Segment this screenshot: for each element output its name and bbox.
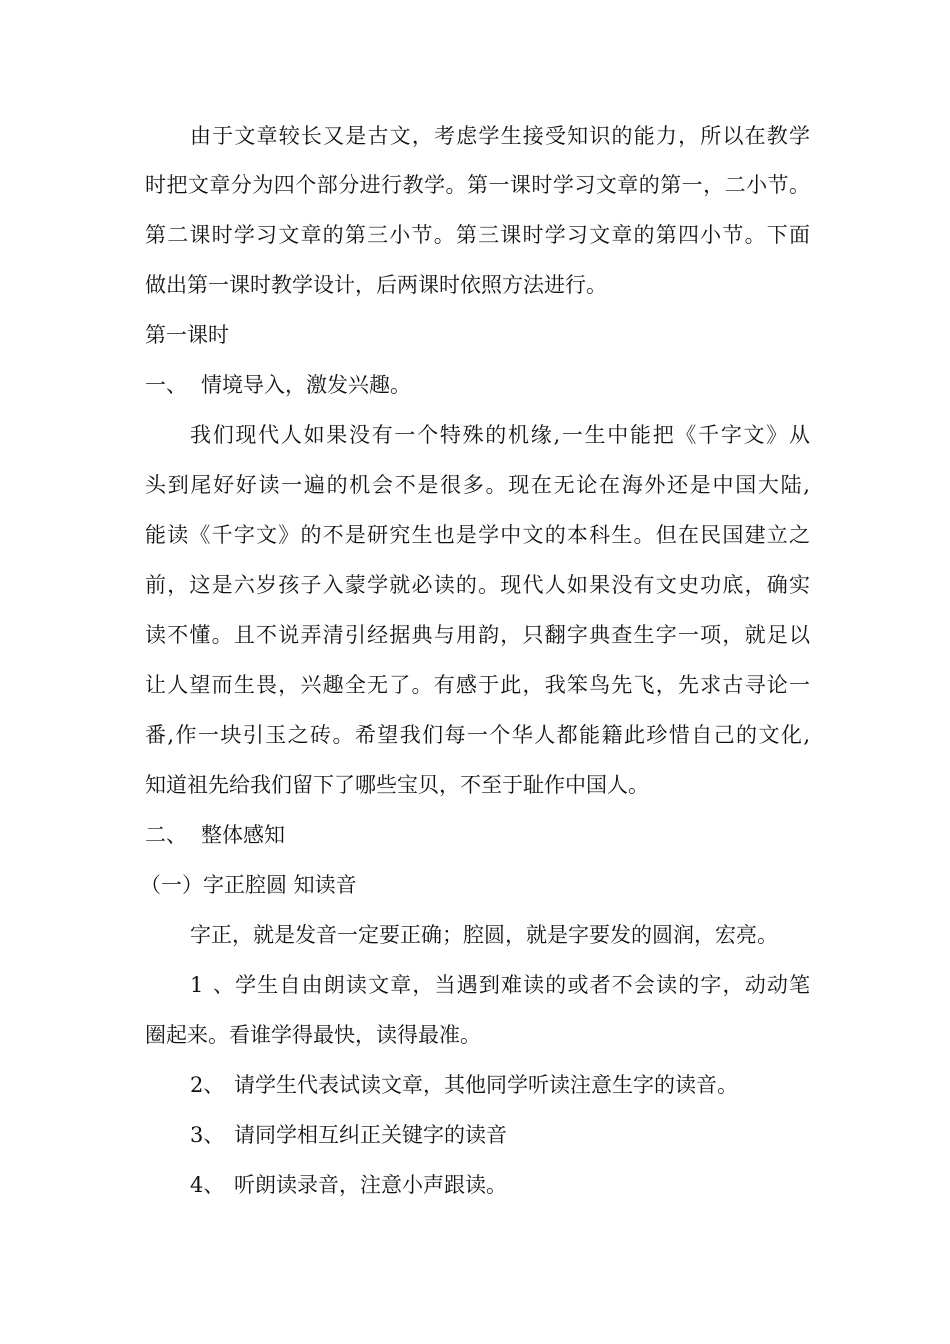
section2-definition: 字正，就是发音一定要正确；腔圆，就是字要发的圆润，宏亮。 (190, 923, 778, 947)
list-item-3-number: 3、 (190, 1123, 225, 1147)
section1-line-5: 读不懂。且不说弄清引经据典与用韵，只翻字典查生字一项，就足以 (145, 623, 810, 647)
section2-number: 二、 (145, 823, 187, 847)
intro-line-1: 由于文章较长又是古文，考虑学生接受知识的能力，所以在教学 (190, 124, 810, 148)
intro-line-4: 做出第一课时教学设计，后两课时依照方法进行。 (145, 273, 607, 297)
list-item-3-text: 请同学相互纠正关键字的读音 (234, 1123, 507, 1147)
list-item-4-text: 听朗读录音，注意小声跟读。 (234, 1173, 507, 1197)
list-item-2 (190, 1069, 810, 1101)
section1-line-1: 我们现代人如果没有一个特殊的机缘,一生中能把《千字文》从 (190, 423, 810, 447)
list-item-2-text: 请学生代表试读文章，其他同学听读注意生字的读音。 (234, 1073, 738, 1097)
section1-line-6: 让人望而生畏，兴趣全无了。有感于此，我笨鸟先飞，先求古寻论一 (145, 673, 810, 697)
intro-line-3: 第二课时学习文章的第三小节。第三课时学习文章的第四小节。下面 (145, 223, 810, 247)
list-item-1 (190, 969, 810, 1001)
list-item-2-number: 2、 (190, 1073, 225, 1097)
section1-line-4: 前，这是六岁孩子入蒙学就必读的。现代人如果没有文史功底，确实 (145, 573, 810, 597)
lesson-title: 第一课时 (145, 323, 229, 347)
section1-line-3: 能读《千字文》的不是研究生也是学中文的本科生。但在民国建立之 (145, 523, 810, 547)
list-item-1-text: 学生自由朗读文章，当遇到难读的或者不会读的字，动动笔 (234, 973, 810, 997)
list-item-3 (190, 1119, 810, 1151)
section1-number: 一、 (145, 373, 187, 397)
section2-heading (145, 819, 810, 851)
section1-title: 情境导入，激发兴趣。 (201, 373, 411, 397)
list-item-4 (190, 1169, 810, 1201)
section2-title: 整体感知 (201, 823, 285, 847)
list-item-1-continuation: 圈起来。看谁学得最快，读得最准。 (145, 1023, 481, 1047)
section1-heading (145, 369, 810, 401)
section1-line-7: 番,作一块引玉之砖。希望我们每一个华人都能籍此珍惜自己的文化, (145, 723, 810, 747)
list-item-1-number: 1、 (190, 973, 234, 997)
list-item-4-number: 4、 (190, 1173, 225, 1197)
section1-line-2: 头到尾好好读一遍的机会不是很多。现在无论在海外还是中国大陆, (145, 473, 810, 497)
section1-line-8: 知道祖先给我们留下了哪些宝贝，不至于耻作中国人。 (145, 773, 649, 797)
section2-sub-heading: （一）字正腔圆 知读音 (140, 873, 357, 897)
intro-line-2: 时把文章分为四个部分进行教学。第一课时学习文章的第一，二小节。 (145, 173, 810, 197)
